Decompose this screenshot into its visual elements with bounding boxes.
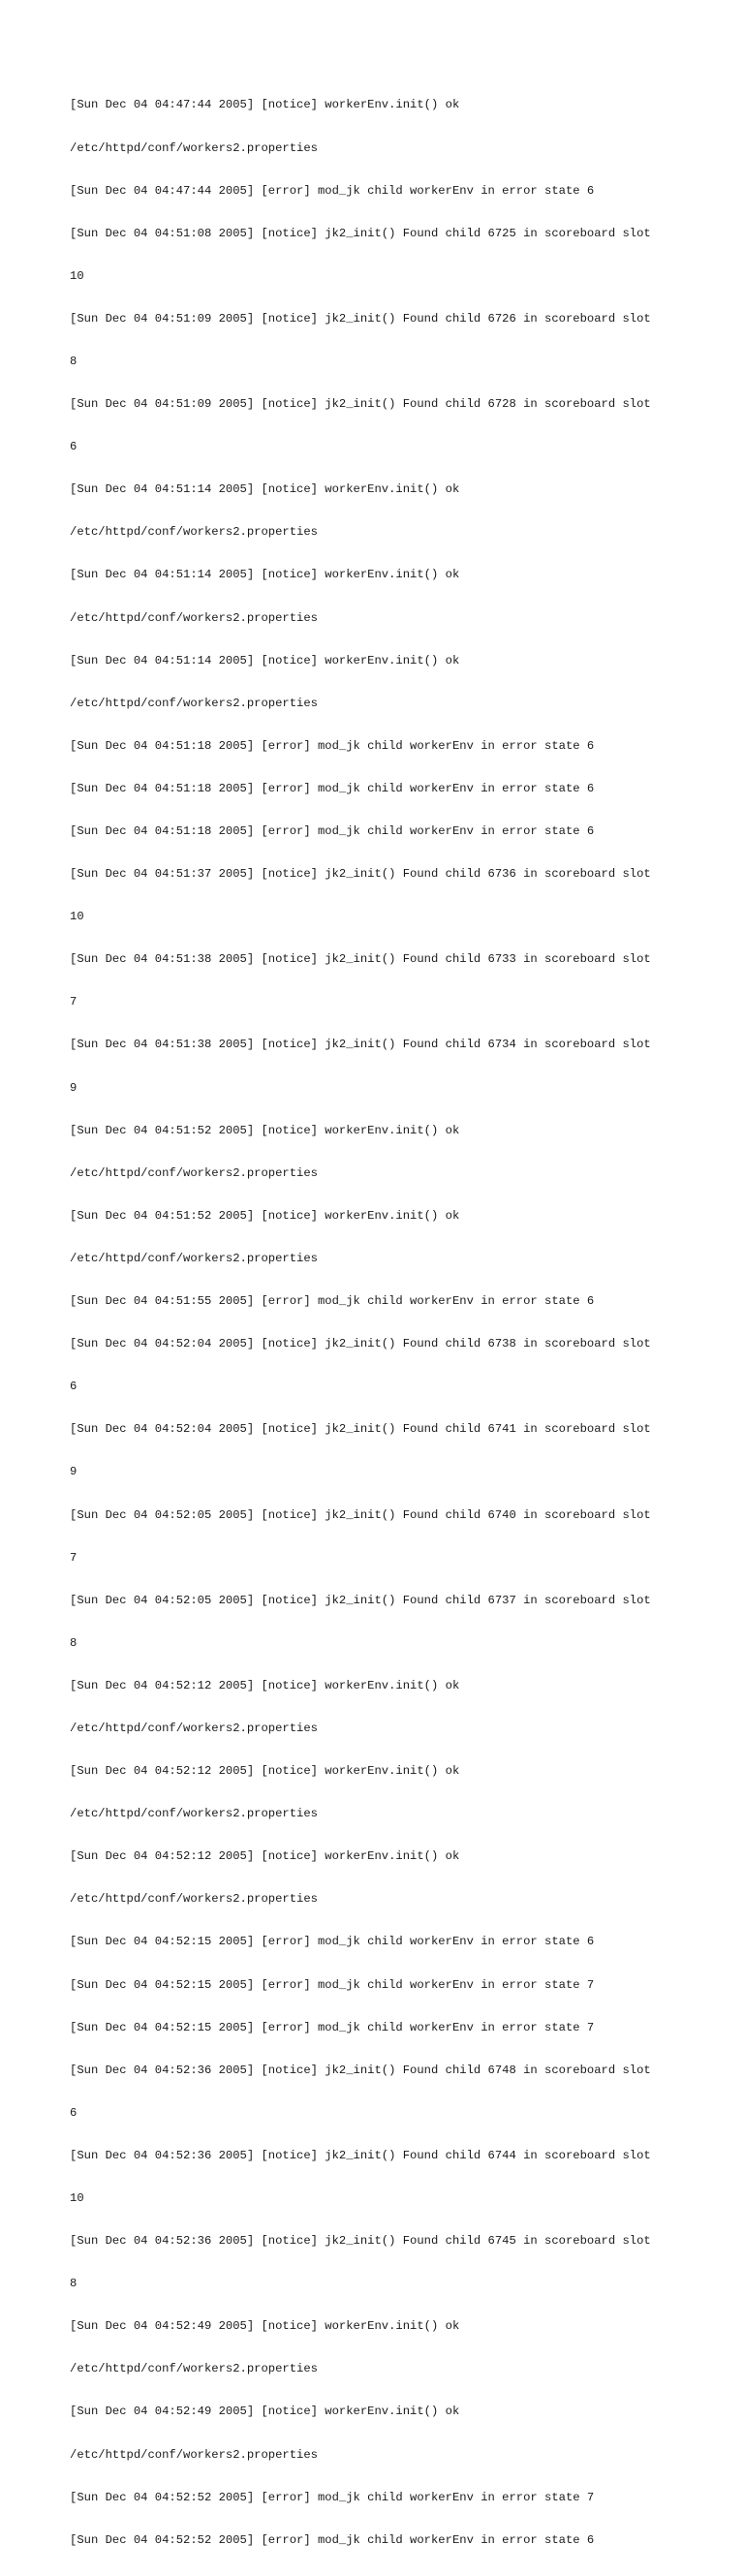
log-line: [Sun Dec 04 04:52:36 2005] [notice] jk2_init() Found child 6745 in scoreboard slot [70, 2234, 651, 2249]
log-line: [Sun Dec 04 04:52:15 2005] [error] mod_jk child workerEnv in error state 7 [70, 1977, 595, 1992]
log-line: /etc/httpd/conf/workers2.properties [70, 2447, 318, 2462]
log-line: [Sun Dec 04 04:52:49 2005] [notice] workerEnv.init() ok [70, 2405, 460, 2419]
log-line: [Sun Dec 04 04:52:05 2005] [notice] jk2_init() Found child 6740 in scoreboard slot [70, 1507, 651, 1522]
log-line: [Sun Dec 04 04:52:36 2005] [notice] jk2_init() Found child 6744 in scoreboard slot [70, 2148, 651, 2162]
log-line: [Sun Dec 04 04:52:12 2005] [notice] workerEnv.init() ok [70, 1678, 460, 1692]
log-line: [Sun Dec 04 04:51:38 2005] [notice] jk2_init() Found child 6734 in scoreboard slot [70, 1038, 651, 1052]
log-line: /etc/httpd/conf/workers2.properties [70, 696, 318, 710]
log-line: 10 [70, 910, 84, 924]
log-line: 8 [70, 354, 78, 368]
log-line: /etc/httpd/conf/workers2.properties [70, 2362, 318, 2376]
log-line: [Sun Dec 04 04:52:52 2005] [error] mod_jk child workerEnv in error state 7 [70, 2490, 595, 2504]
log-line: [Sun Dec 04 04:51:14 2005] [notice] workerEnv.init() ok [70, 568, 460, 582]
log-line: [Sun Dec 04 04:51:38 2005] [notice] jk2_init() Found child 6733 in scoreboard slot [70, 952, 651, 967]
log-line: /etc/httpd/conf/workers2.properties [70, 140, 318, 155]
log-line: [Sun Dec 04 04:52:04 2005] [notice] jk2_init() Found child 6738 in scoreboard slot [70, 1337, 651, 1351]
log-line: [Sun Dec 04 04:51:52 2005] [notice] workerEnv.init() ok [70, 1123, 460, 1137]
log-line: [Sun Dec 04 04:52:36 2005] [notice] jk2_init() Found child 6748 in scoreboard slot [70, 2063, 651, 2077]
log-line: [Sun Dec 04 04:51:37 2005] [notice] jk2_init() Found child 6736 in scoreboard slot [70, 867, 651, 882]
log-line: 9 [70, 1465, 78, 1479]
log-line: [Sun Dec 04 04:52:52 2005] [error] mod_jk child workerEnv in error state 6 [70, 2532, 595, 2547]
log-line: [Sun Dec 04 04:52:05 2005] [notice] jk2_init() Found child 6737 in scoreboard slot [70, 1593, 651, 1607]
log-line: 10 [70, 2191, 84, 2205]
log-line: 6 [70, 440, 78, 454]
log-line: 9 [70, 1080, 78, 1095]
log-line: [Sun Dec 04 04:51:08 2005] [notice] jk2_init() Found child 6725 in scoreboard slot [70, 226, 651, 240]
log-line: [Sun Dec 04 04:47:44 2005] [error] mod_jk child workerEnv in error state 6 [70, 183, 595, 198]
log-line: /etc/httpd/conf/workers2.properties [70, 610, 318, 625]
log-line: 8 [70, 2277, 78, 2291]
log-line: [Sun Dec 04 04:52:15 2005] [error] mod_jk child workerEnv in error state 7 [70, 2020, 595, 2034]
log-line: [Sun Dec 04 04:52:04 2005] [notice] jk2_init() Found child 6741 in scoreboard slot [70, 1422, 651, 1437]
log-line: /etc/httpd/conf/workers2.properties [70, 1892, 318, 1907]
log-line: 7 [70, 995, 78, 1009]
log-line: /etc/httpd/conf/workers2.properties [70, 1251, 318, 1265]
log-text-block [70, 70, 690, 2576]
log-line: 7 [70, 1550, 78, 1565]
log-line: 8 [70, 1635, 78, 1650]
log-line: [Sun Dec 04 04:52:49 2005] [notice] workerEnv.init() ok [70, 2319, 460, 2334]
log-line: /etc/httpd/conf/workers2.properties [70, 1807, 318, 1821]
log-line: 10 [70, 268, 84, 283]
log-line: [Sun Dec 04 04:51:14 2005] [notice] workerEnv.init() ok [70, 482, 460, 497]
log-line: [Sun Dec 04 04:51:18 2005] [error] mod_jk child workerEnv in error state 6 [70, 738, 595, 753]
log-line: /etc/httpd/conf/workers2.properties [70, 525, 318, 540]
log-line: [Sun Dec 04 04:51:18 2005] [error] mod_jk child workerEnv in error state 6 [70, 781, 595, 795]
log-line: [Sun Dec 04 04:51:09 2005] [notice] jk2_init() Found child 6726 in scoreboard slot [70, 311, 651, 326]
log-line: [Sun Dec 04 04:52:15 2005] [error] mod_jk child workerEnv in error state 6 [70, 1935, 595, 1949]
log-line: /etc/httpd/conf/workers2.properties [70, 1721, 318, 1735]
log-line: [Sun Dec 04 04:51:18 2005] [error] mod_jk child workerEnv in error state 6 [70, 824, 595, 838]
log-line: /etc/httpd/conf/workers2.properties [70, 1165, 318, 1180]
log-line: [Sun Dec 04 04:52:12 2005] [notice] workerEnv.init() ok [70, 1849, 460, 1864]
log-line: [Sun Dec 04 04:52:12 2005] [notice] workerEnv.init() ok [70, 1764, 460, 1779]
log-line: [Sun Dec 04 04:51:09 2005] [notice] jk2_init() Found child 6728 in scoreboard slot [70, 397, 651, 412]
log-line: [Sun Dec 04 04:47:44 2005] [notice] workerEnv.init() ok [70, 98, 460, 112]
log-line: 6 [70, 2105, 78, 2120]
log-line: [Sun Dec 04 04:51:55 2005] [error] mod_jk child workerEnv in error state 6 [70, 1294, 595, 1309]
log-line: 6 [70, 1380, 78, 1394]
log-line: [Sun Dec 04 04:51:52 2005] [notice] workerEnv.init() ok [70, 1208, 460, 1223]
log-line: [Sun Dec 04 04:51:14 2005] [notice] workerEnv.init() ok [70, 653, 460, 667]
